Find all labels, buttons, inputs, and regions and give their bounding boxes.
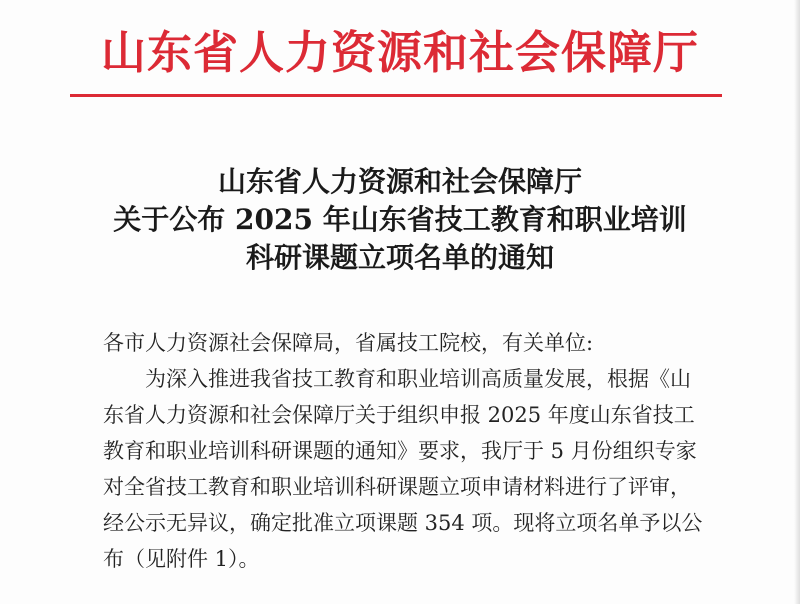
paragraph-line-3: 教育和职业培训科研课题的通知》要求，我厅于 5 月份组织专家 — [103, 439, 697, 463]
paragraph-line-6: 布（见附件 1）。 — [103, 547, 260, 571]
salutation: 各市人力资源社会保障局，省属技工院校，有关单位: — [103, 331, 594, 355]
red-divider-line — [70, 94, 722, 97]
scan-edge-shadow — [794, 0, 800, 604]
paragraph-line-1: 为深入推进我省技工教育和职业培训高质量发展，根据《山 — [145, 367, 691, 391]
title-line-1: 山东省人力资源和社会保障厅 — [217, 165, 582, 198]
title-line-3: 科研课题立项名单的通知 — [245, 241, 554, 274]
document-body — [103, 325, 703, 577]
org-header: 山东省人力资源和社会保障厅 — [100, 26, 699, 79]
document-title — [0, 163, 800, 277]
paragraph-line-4: 对全省技工教育和职业培训科研课题立项申请材料进行了评审， — [103, 475, 691, 499]
title-line-2: 关于公布 2025 年山东省技工教育和职业培训 — [113, 203, 687, 236]
paragraph-line-2: 东省人力资源和社会保障厅关于组织申报 2025 年度山东省技工 — [103, 403, 695, 427]
paragraph-line-5: 经公示无异议，确定批准立项课题 354 项。现将立项名单予以公 — [103, 511, 703, 535]
